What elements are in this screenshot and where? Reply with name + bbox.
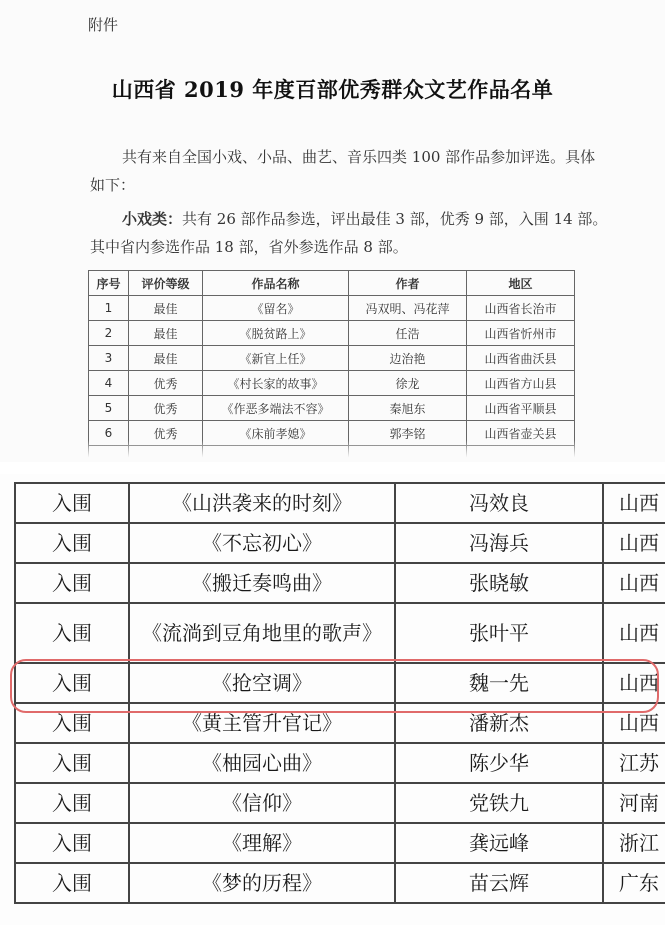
table-cell: 张叶平 bbox=[395, 603, 603, 663]
table-header-row bbox=[89, 271, 575, 296]
category-label: 小戏类： bbox=[122, 210, 183, 228]
table-cell: 龚远峰 bbox=[395, 823, 603, 863]
table-row bbox=[89, 296, 575, 321]
table-cell: 《理解》 bbox=[129, 823, 395, 863]
table-row bbox=[15, 783, 665, 823]
table-cell: 《流淌到豆角地里的歌声》 bbox=[129, 603, 395, 663]
table-row bbox=[89, 371, 575, 396]
table-cell: 江苏 bbox=[603, 743, 665, 783]
document-page-top bbox=[0, 0, 665, 462]
table-cell: 6 bbox=[89, 421, 129, 446]
table-cell: 《信仰》 bbox=[129, 783, 395, 823]
header-cell: 评价等级 bbox=[129, 271, 203, 296]
table-cell: 山西 bbox=[603, 483, 665, 523]
table-cell: 《黄主管升官记》 bbox=[129, 703, 395, 743]
table-cell: 魏一先 bbox=[395, 663, 603, 703]
table-cell: 边治艳 bbox=[349, 346, 467, 371]
table-cell: 任浩 bbox=[349, 321, 467, 346]
document-title: 山西省 2019 年度百部优秀群众文艺作品名单 bbox=[111, 77, 554, 102]
table-cell: 山西 bbox=[603, 523, 665, 563]
table-cell: 《脱贫路上》 bbox=[203, 321, 349, 346]
table-cell: 2 bbox=[89, 321, 129, 346]
awards-table-small bbox=[88, 270, 575, 462]
table-row bbox=[15, 703, 665, 743]
table-cell: 《床前孝媳》 bbox=[203, 421, 349, 446]
table-cell: 《搬迁奏鸣曲》 bbox=[129, 563, 395, 603]
table-cell: 《新官上任》 bbox=[203, 346, 349, 371]
table-cell: 郭李铭 bbox=[349, 421, 467, 446]
table-cell: 山西 bbox=[603, 563, 665, 603]
table-cell: 山西省长治市 bbox=[467, 296, 575, 321]
table-cell: 《村长家的故事》 bbox=[203, 371, 349, 396]
table-cell: 优秀 bbox=[129, 421, 203, 446]
table-cell: 山西省曲沃县 bbox=[467, 346, 575, 371]
table-row-highlighted bbox=[15, 663, 665, 703]
table-cell: 山西 bbox=[603, 703, 665, 743]
header-cell: 作者 bbox=[349, 271, 467, 296]
table-cell: 《留名》 bbox=[203, 296, 349, 321]
table-cell: 3 bbox=[89, 346, 129, 371]
table-cell: 入围 bbox=[15, 703, 129, 743]
table-row bbox=[15, 563, 665, 603]
table-cell: 山西省壶关县 bbox=[467, 421, 575, 446]
table-cell: 入围 bbox=[15, 823, 129, 863]
table-cell: 《柚园心曲》 bbox=[129, 743, 395, 783]
table-cell: 入围 bbox=[15, 783, 129, 823]
table-cell: 广东 bbox=[603, 863, 665, 903]
table-cell: 4 bbox=[89, 371, 129, 396]
table-cell: 潘新杰 bbox=[395, 703, 603, 743]
table-cell: 入围 bbox=[15, 563, 129, 603]
table-cell: 《抢空调》 bbox=[129, 663, 395, 703]
table-cell: 秦旭东 bbox=[349, 396, 467, 421]
intro-paragraph: 共有来自全国小戏、小品、曲艺、音乐四类 100 部作品参加评选。具体如下： bbox=[90, 148, 596, 194]
header-cell: 地区 bbox=[467, 271, 575, 296]
table-cell: 山西省平顺县 bbox=[467, 396, 575, 421]
table-cell: 《不忘初心》 bbox=[129, 523, 395, 563]
table-row bbox=[15, 603, 665, 663]
table-cell: 入围 bbox=[15, 603, 129, 663]
category-paragraph bbox=[90, 205, 610, 261]
table-row bbox=[89, 321, 575, 346]
table-cell: 冯双明、冯花萍 bbox=[349, 296, 467, 321]
section-divider bbox=[0, 462, 665, 474]
table-cell: 入围 bbox=[15, 743, 129, 783]
table-cell: 入围 bbox=[15, 483, 129, 523]
table-row bbox=[15, 863, 665, 903]
table-cell: 张晓敏 bbox=[395, 563, 603, 603]
category-text: 共有 26 部作品参选，评出最佳 3 部，优秀 9 部，入围 14 部。其中省内参选作品 18 部，省外参选作品 8 部。 bbox=[90, 210, 608, 256]
table-row bbox=[15, 743, 665, 783]
table-cell: 山西 bbox=[603, 663, 665, 703]
table-cell: 《作恶多端法不容》 bbox=[203, 396, 349, 421]
table-row bbox=[89, 396, 575, 421]
table-cell: 河南 bbox=[603, 783, 665, 823]
table-cell: 最佳 bbox=[129, 321, 203, 346]
awards-table-large bbox=[14, 482, 665, 904]
table-cell: 入围 bbox=[15, 863, 129, 903]
table-cell: 《梦的历程》 bbox=[129, 863, 395, 903]
table-cell: 浙江 bbox=[603, 823, 665, 863]
table-cell: 最佳 bbox=[129, 296, 203, 321]
table-cell: 5 bbox=[89, 396, 129, 421]
table-row bbox=[15, 823, 665, 863]
table-cell: 山西 bbox=[603, 603, 665, 663]
page-fade bbox=[0, 440, 665, 462]
table-row bbox=[89, 346, 575, 371]
table-cell: 党铁九 bbox=[395, 783, 603, 823]
table-cell: 山西省方山县 bbox=[467, 371, 575, 396]
table-cell: 1 bbox=[89, 296, 129, 321]
table-cell: 《山洪袭来的时刻》 bbox=[129, 483, 395, 523]
table-row bbox=[15, 523, 665, 563]
table-cell: 最佳 bbox=[129, 346, 203, 371]
table-cell: 徐龙 bbox=[349, 371, 467, 396]
attachment-label: 附件 bbox=[88, 16, 119, 34]
table-cell: 冯效良 bbox=[395, 483, 603, 523]
table-row bbox=[15, 483, 665, 523]
table-cell: 冯海兵 bbox=[395, 523, 603, 563]
table-cell: 优秀 bbox=[129, 396, 203, 421]
document-page-bottom bbox=[0, 474, 665, 925]
header-cell: 作品名称 bbox=[203, 271, 349, 296]
table-cell: 山西省忻州市 bbox=[467, 321, 575, 346]
header-cell: 序号 bbox=[89, 271, 129, 296]
table-cell: 陈少华 bbox=[395, 743, 603, 783]
table-cell: 入围 bbox=[15, 523, 129, 563]
table-cell: 优秀 bbox=[129, 371, 203, 396]
table-cell: 入围 bbox=[15, 663, 129, 703]
table-cell: 苗云辉 bbox=[395, 863, 603, 903]
